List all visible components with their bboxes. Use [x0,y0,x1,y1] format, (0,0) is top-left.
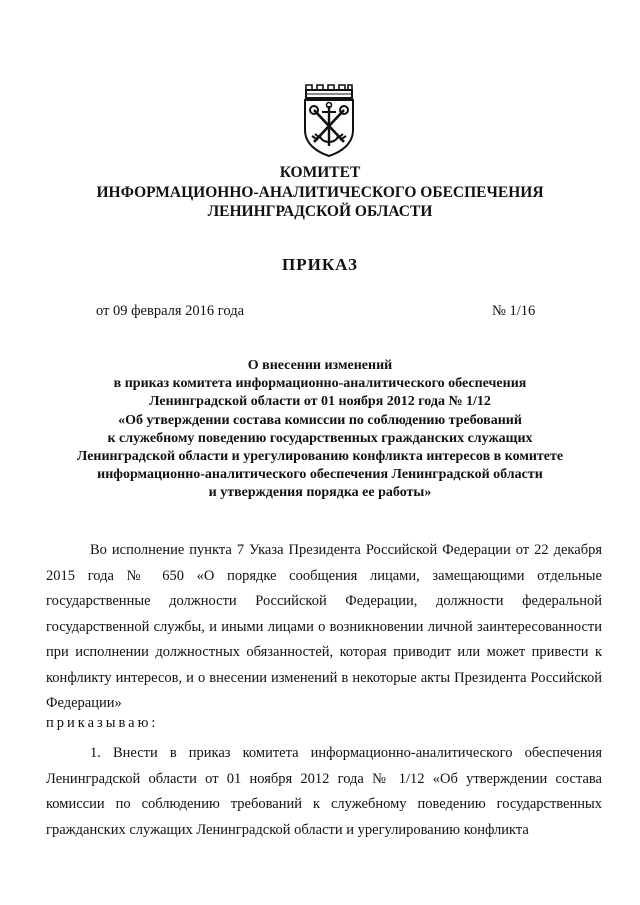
order-word: приказываю: [46,715,159,731]
item-1-paragraph: 1. Внести в приказ комитета информационно-аналитического обеспечения Ленинградской области от 01 ноября 2012 года № 1/12 «Об утверждении состава комиссии по соблюдению требований к служебному поведению государственных гражданских служащих Ленинградской области и урегулированию конфликта [46,745,602,838]
subject-line: и утверждения порядка ее работы» [208,485,432,501]
subject-line: Ленинградской области от 01 ноября 2012 года № 1/12 [149,394,491,410]
document-date: от 09 февраля 2016 года [96,303,245,319]
org-title-line2: ИНФОРМАЦИОННО-АНАЛИТИЧЕСКОГО ОБЕСПЕЧЕНИЯ [96,184,544,201]
subject-line: к служебному поведению государственных гражданских служащих [107,430,533,446]
subject-line: Ленинградской области и урегулированию конфликта интересов в комитете [76,449,564,465]
document-subject [40,357,600,503]
coat-of-arms-icon [298,84,360,158]
subject-line: О внесении изменений [247,358,393,373]
subject-line: в приказ комитета информационно-аналитического обеспечения [113,376,527,392]
subject-line: информационно-аналитического обеспечения Ленинградской области [97,467,543,483]
subject-line: «Об утверждении состава комиссии по соблюдению требований [118,412,522,428]
document-type: ПРИКАЗ [282,255,358,274]
document-number: № 1/16 [492,303,536,319]
org-title-line1: КОМИТЕТ [279,164,361,181]
preamble-paragraph: Во исполнение пункта 7 Указа Президента Российской Федерации от 22 декабря 2015 года № 650 «О порядке сообщения лицами, замещающими отдельные государственные должности Российской Федерации, должности федеральной государственной службы, и иными лицами о возникновении личной заинтересованности при исполнении должностных обязанностей, которая приводит или может привести к конфликту интересов, и о внесении изменений в некоторые акты Президента Российской Федерации» [46,542,602,711]
org-title-line3: ЛЕНИНГРАДСКОЙ ОБЛАСТИ [207,203,433,220]
